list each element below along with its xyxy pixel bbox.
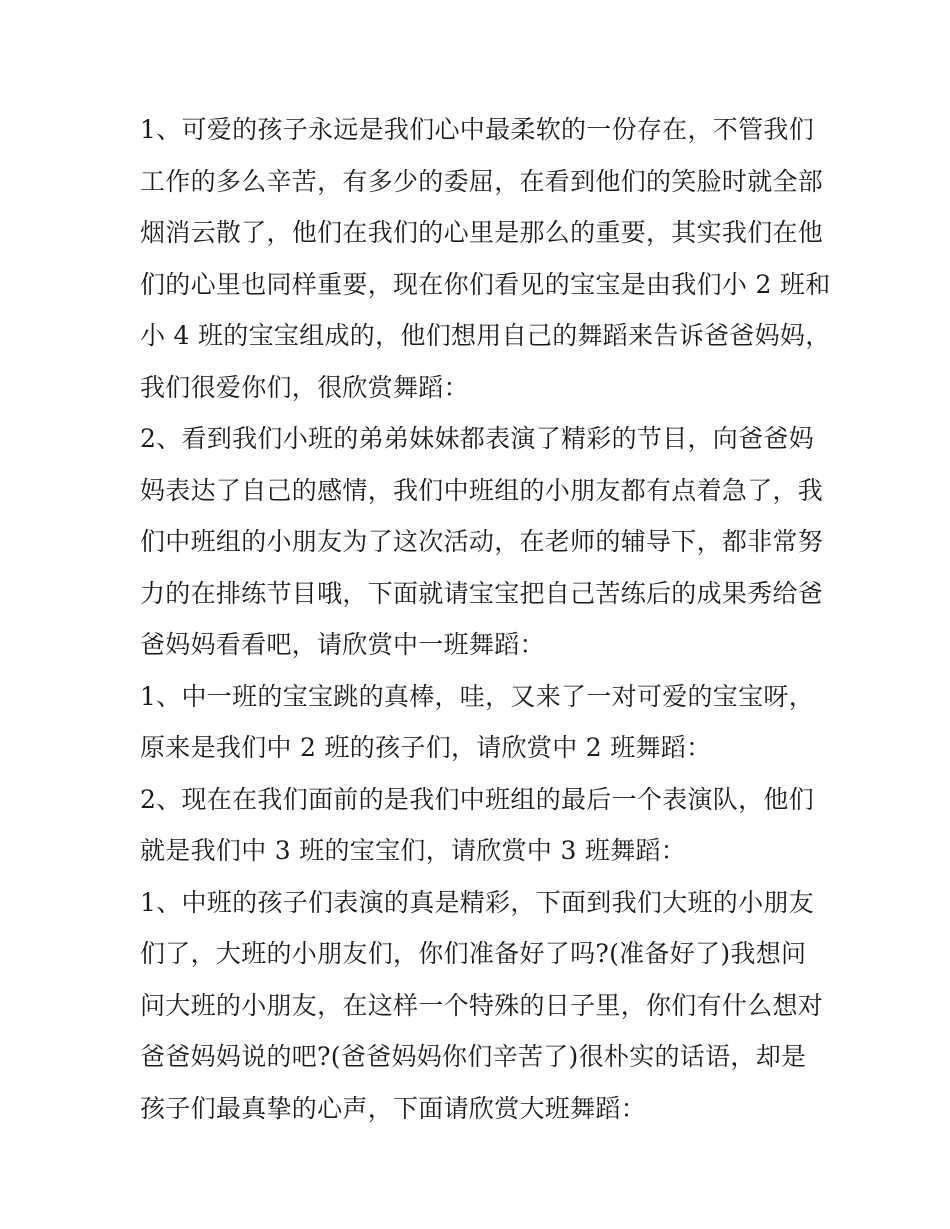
text-line: 原来是我们中 2 班的孩子们，请欣赏中 2 班舞蹈： bbox=[140, 733, 712, 762]
text-line: 1、可爱的孩子永远是我们心中最柔软的一份存在，不管我们 bbox=[140, 115, 815, 144]
text-line: 2、看到我们小班的弟弟妹妹都表演了精彩的节目，向爸爸妈 bbox=[140, 424, 815, 453]
text-line: 们中班组的小朋友为了这次活动，在老师的辅导下，都非常努 bbox=[140, 527, 824, 556]
text-line: 问大班的小朋友，在这样一个特殊的日子里，你们有什么想对 bbox=[140, 990, 824, 1020]
text-line: 1、中班的孩子们表演的真是精彩，下面到我们大班的小朋友 bbox=[140, 887, 815, 917]
text-line: 爸妈妈看看吧，请欣赏中一班舞蹈： bbox=[140, 630, 545, 659]
text-line: 们的心里也同样重要，现在你们看见的宝宝是由我们小 2 班和 bbox=[140, 269, 831, 299]
document-body bbox=[140, 104, 831, 1134]
text-line: 小 4 班的宝宝组成的，他们想用自己的舞蹈来告诉爸爸妈妈， bbox=[140, 321, 831, 350]
text-line: 们了，大班的小朋友们，你们准备好了吗?(准备好了)我想问 bbox=[140, 939, 807, 968]
text-line: 2、现在在我们面前的是我们中班组的最后一个表演队，他们 bbox=[140, 784, 815, 814]
text-line: 工作的多么辛苦，有多少的委屈，在看到他们的笑脸时就全部 bbox=[140, 166, 824, 196]
text-line: 妈表达了自己的感情，我们中班组的小朋友都有点着急了，我 bbox=[140, 475, 824, 505]
text-line: 就是我们中 3 班的宝宝们，请欣赏中 3 班舞蹈： bbox=[140, 836, 687, 865]
text-line: 爸爸妈妈说的吧?(爸爸妈妈你们辛苦了)很朴实的话语，却是 bbox=[140, 1042, 807, 1071]
text-line: 孩子们最真挚的心声，下面请欣赏大班舞蹈： bbox=[140, 1093, 647, 1123]
text-line: 我们很爱你们，很欣赏舞蹈： bbox=[140, 372, 469, 402]
text-line: 烟消云散了，他们在我们的心里是那么的重要，其实我们在他 bbox=[140, 218, 824, 247]
text-line: 力的在排练节目哦，下面就请宝宝把自己苦练后的成果秀给爸 bbox=[140, 578, 824, 608]
text-line: 1、中一班的宝宝跳的真棒，哇，又来了一对可爱的宝宝呀， bbox=[140, 681, 815, 711]
